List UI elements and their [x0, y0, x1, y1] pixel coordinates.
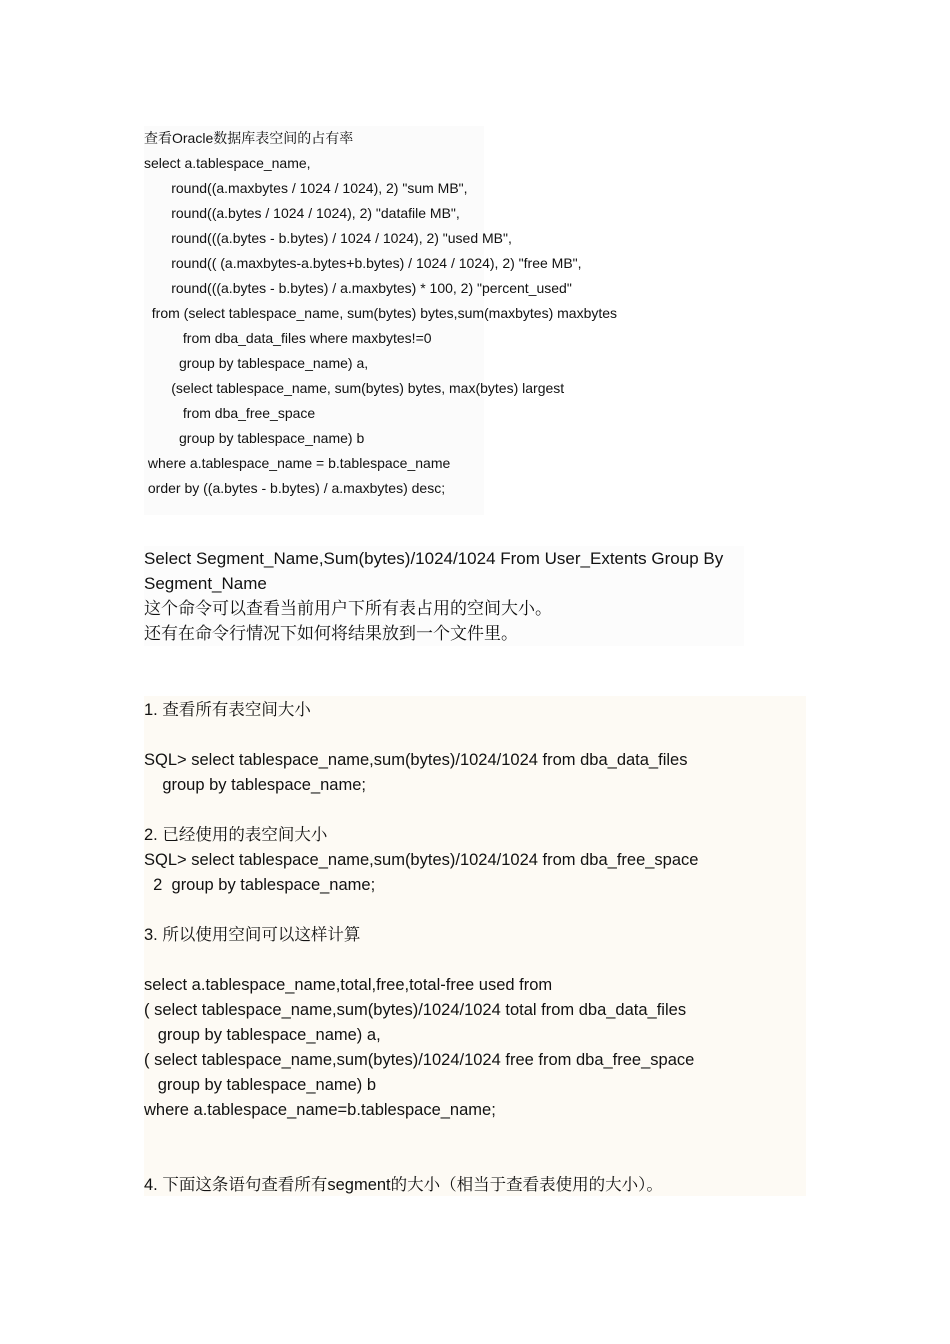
- sql-line: SQL> select tablespace_name,sum(bytes)/1024/1024 from dba_data_files: [144, 751, 688, 769]
- sql-line: round((a.bytes / 1024 / 1024), 2) "datafile MB",: [144, 205, 460, 221]
- sql-line: order by ((a.bytes - b.bytes) / a.maxbytes) desc;: [144, 480, 446, 496]
- step-2-title: 2. 已经使用的表空间大小: [144, 826, 328, 844]
- description-text: 这个命令可以查看当前用户下所有表占用的空间大小。: [144, 599, 552, 618]
- sql-line: group by tablespace_name) a,: [144, 1026, 381, 1044]
- sql-line: ( select tablespace_name,sum(bytes)/1024/1024 total from dba_data_files: [144, 1001, 687, 1019]
- sql-line: Segment_Name: [144, 574, 267, 593]
- step-1-title: 1. 查看所有表空间大小: [144, 701, 311, 719]
- sql-line: group by tablespace_name) b: [144, 1076, 377, 1094]
- query-heading: 查看Oracle数据库表空间的占有率: [144, 130, 354, 146]
- sql-line: round((a.maxbytes / 1024 / 1024), 2) "sum MB",: [144, 180, 468, 196]
- sql-line: group by tablespace_name;: [144, 776, 366, 794]
- sql-line: round(((a.bytes - b.bytes) / 1024 / 1024), 2) "used MB",: [144, 230, 512, 246]
- sql-line: select a.tablespace_name,total,free,total-free used from: [144, 976, 553, 994]
- step-3-title: 3. 所以使用空间可以这样计算: [144, 926, 361, 944]
- tablespace-steps-box: [144, 696, 806, 1196]
- sql-line: from dba_data_files where maxbytes!=0: [144, 330, 432, 346]
- sql-line: round(( (a.maxbytes-a.bytes+b.bytes) / 1024 / 1024), 2) "free MB",: [144, 255, 582, 271]
- sql-line: group by tablespace_name) a,: [144, 355, 369, 371]
- sql-line: SQL> select tablespace_name,sum(bytes)/1024/1024 from dba_free_space: [144, 851, 699, 869]
- sql-line: ( select tablespace_name,sum(bytes)/1024/1024 free from dba_free_space: [144, 1051, 695, 1069]
- sql-line: Select Segment_Name,Sum(bytes)/1024/1024 From User_Extents Group By: [144, 549, 724, 568]
- sql-line: from (select tablespace_name, sum(bytes) bytes,sum(maxbytes) maxbytes: [144, 305, 618, 321]
- step-4-title: 4. 下面这条语句查看所有segment的大小（相当于查看表使用的大小）。: [144, 1176, 663, 1194]
- tablespace-usage-query-block: [144, 126, 618, 515]
- sql-line: group by tablespace_name) b: [144, 430, 365, 446]
- segment-size-block: [144, 546, 744, 646]
- sql-line: where a.tablespace_name = b.tablespace_name: [144, 455, 451, 471]
- sql-line: (select tablespace_name, sum(bytes) bytes, max(bytes) largest: [144, 380, 565, 396]
- sql-line: 2 group by tablespace_name;: [144, 876, 376, 894]
- sql-line: round(((a.bytes - b.bytes) / a.maxbytes) * 100, 2) "percent_used": [144, 280, 572, 296]
- sql-line: from dba_free_space: [144, 405, 316, 421]
- sql-line: where a.tablespace_name=b.tablespace_name;: [144, 1101, 496, 1119]
- description-text: 还有在命令行情况下如何将结果放到一个文件里。: [144, 624, 518, 643]
- sql-line: select a.tablespace_name,: [144, 155, 311, 171]
